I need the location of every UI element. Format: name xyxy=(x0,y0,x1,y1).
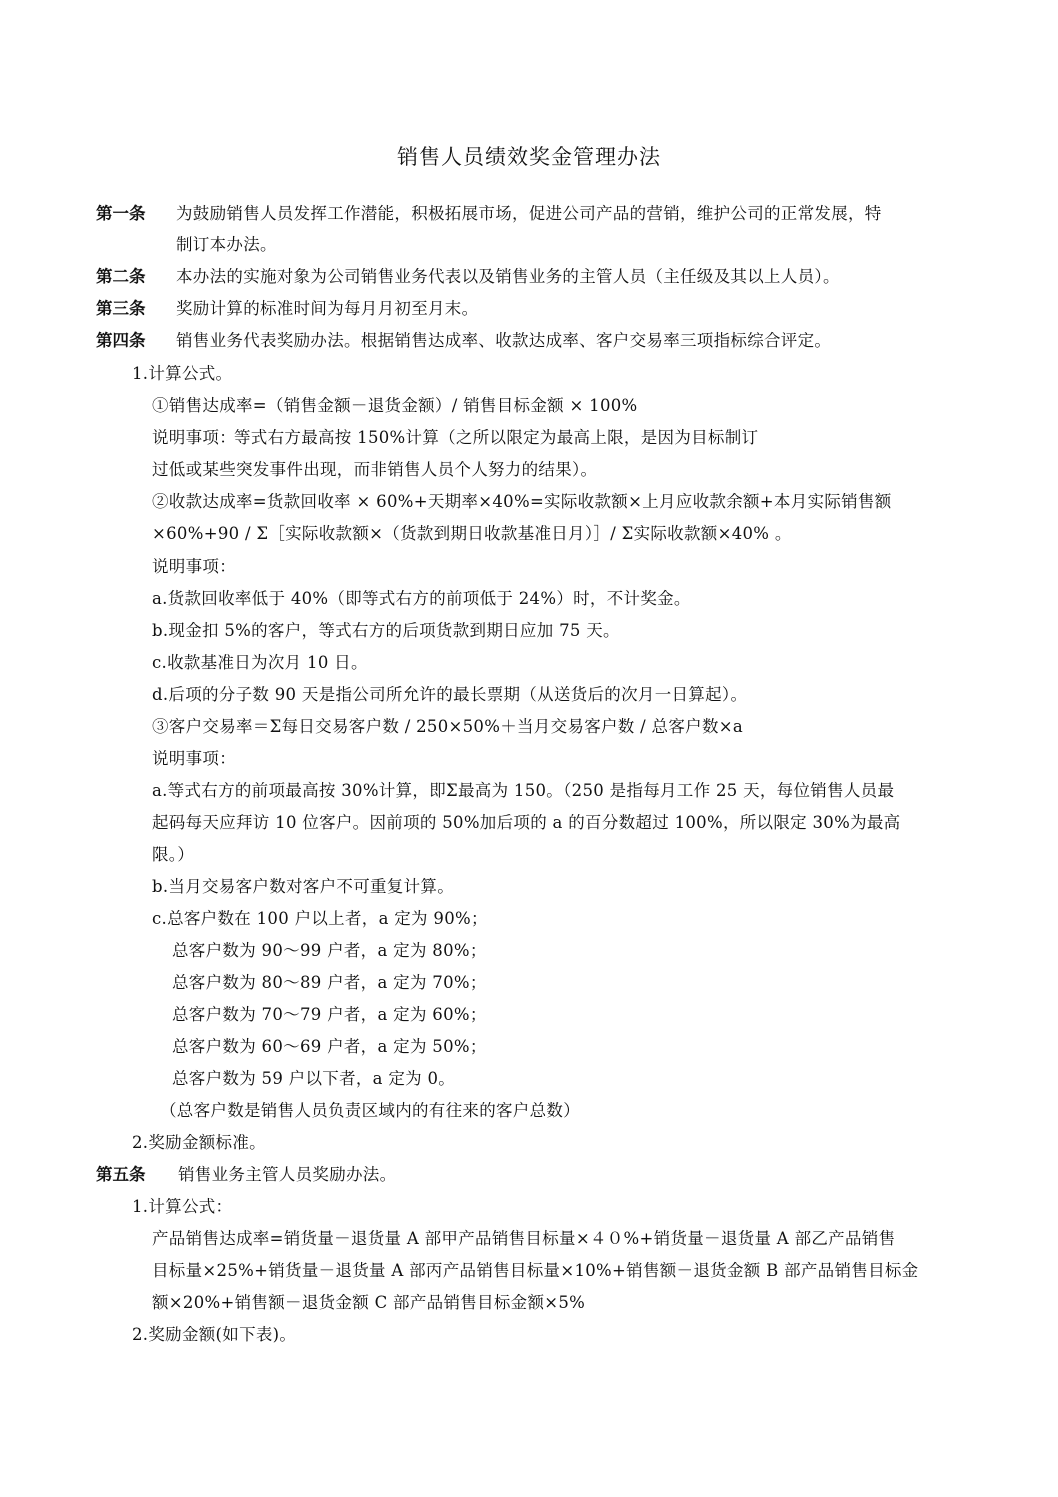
article-5-section-1: 1.计算公式： xyxy=(132,1197,233,1216)
formula-2-line-1: ②收款达成率=货款回收率 × 60%+天期率×40%=实际收款额×上月应收款余额+本月实际销售额 xyxy=(152,492,892,511)
note-2-label: 说明事项： xyxy=(152,557,236,576)
formula-2-line-2: ×60%+90 / Σ［实际收款额×（货款到期日收款基准日月）］/ Σ实际收款额×40% 。 xyxy=(152,524,792,543)
article-5-label: 第五条 xyxy=(96,1165,146,1184)
article-5-section-2: 2.奖励金额(如下表)。 xyxy=(132,1325,297,1344)
note-3-label: 说明事项： xyxy=(152,749,236,768)
note-1-line-2: 过低或某些突发事件出现，而非销售人员个人努力的结果）。 xyxy=(152,460,598,479)
article-4-label: 第四条 xyxy=(96,331,146,350)
formula-5-line-1: 产品销售达成率=销货量－退货量 A 部甲产品销售目标量×４０%+销货量－退货量 A 部乙产品销售 xyxy=(152,1229,896,1248)
article-5-line-1: 销售业务主管人员奖励办法。 xyxy=(178,1165,397,1184)
document-title: 销售人员绩效奖金管理办法 xyxy=(397,145,661,169)
note-2-item-d: d.后项的分子数 90 天是指公司所允许的最长票期（从送货后的次月一日算起）。 xyxy=(152,685,748,704)
formula-1: ①销售达成率=（销售金额－退货金额）/ 销售目标金额 × 100% xyxy=(152,396,638,415)
formula-5-line-2: 目标量×25%+销货量－退货量 A 部丙产品销售目标量×10%+销售额－退货金额 B 部产品销售目标金 xyxy=(152,1261,919,1280)
article-1-label: 第一条 xyxy=(96,204,146,223)
article-2-line-1: 本办法的实施对象为公司销售业务代表以及销售业务的主管人员（主任级及其以上人员）。 xyxy=(176,267,840,286)
note-3-item-c-line-4: 总客户数为 70～79 户者，a 定为 60%； xyxy=(172,1005,487,1024)
note-3-remark: （总客户数是销售人员负责区域内的有往来的客户总数） xyxy=(160,1101,580,1120)
article-4-section-2: 2.奖励金额标准。 xyxy=(132,1133,266,1152)
article-1-line-2: 制订本办法。 xyxy=(176,235,277,254)
note-1-line-1: 等式右方最高按 150%计算（之所以限定为最高上限，是因为目标制订 xyxy=(234,428,759,447)
note-3-item-c-line-5: 总客户数为 60～69 户者，a 定为 50%； xyxy=(172,1037,487,1056)
article-3-label: 第三条 xyxy=(96,299,146,318)
note-3-item-a-line-1: a.等式右方的前项最高按 30%计算，即Σ最高为 150。（250 是指每月工作 25 天，每位销售人员最 xyxy=(152,781,895,800)
article-2-label: 第二条 xyxy=(96,267,146,286)
article-1-line-1: 为鼓励销售人员发挥工作潜能，积极拓展市场，促进公司产品的营销，维护公司的正常发展，特 xyxy=(176,204,882,223)
note-2-item-a: a.货款回收率低于 40%（即等式右方的前项低于 24%）时，不计奖金。 xyxy=(152,589,691,608)
note-3-item-c-line-1: c.总客户数在 100 户以上者，a 定为 90%； xyxy=(152,909,488,928)
note-3-item-c-line-3: 总客户数为 80～89 户者，a 定为 70%； xyxy=(172,973,487,992)
note-2-item-c: c.收款基准日为次月 10 日。 xyxy=(152,653,368,672)
note-3-item-c-line-6: 总客户数为 59 户以下者，a 定为 0。 xyxy=(172,1069,456,1088)
note-2-item-b: b.现金扣 5%的客户，等式右方的后项货款到期日应加 75 天。 xyxy=(152,621,620,640)
note-3-item-b: b.当月交易客户数对客户不可重复计算。 xyxy=(152,877,455,896)
note-3-item-a-line-3: 限。） xyxy=(152,845,195,864)
formula-5-line-3: 额×20%+销售额－退货金额 C 部产品销售目标金额×5% xyxy=(152,1293,586,1312)
article-4-section-1: 1.计算公式。 xyxy=(132,364,233,383)
note-3-item-a-line-2: 起码每天应拜访 10 位客户。因前项的 50%加后项的 a 的百分数超过 100%，所以限定 30%为最高 xyxy=(152,813,901,832)
article-4-line-1: 销售业务代表奖励办法。根据销售达成率、收款达成率、客户交易率三项指标综合评定。 xyxy=(176,331,832,350)
note-1-label: 说明事项： xyxy=(152,428,236,447)
note-3-item-c-line-2: 总客户数为 90～99 户者，a 定为 80%； xyxy=(172,941,487,960)
article-3-line-1: 奖励计算的标准时间为每月月初至月末。 xyxy=(176,299,479,318)
formula-3: ③客户交易率＝Σ每日交易客户数 / 250×50%＋当月交易客户数 / 总客户数×a xyxy=(152,717,744,736)
